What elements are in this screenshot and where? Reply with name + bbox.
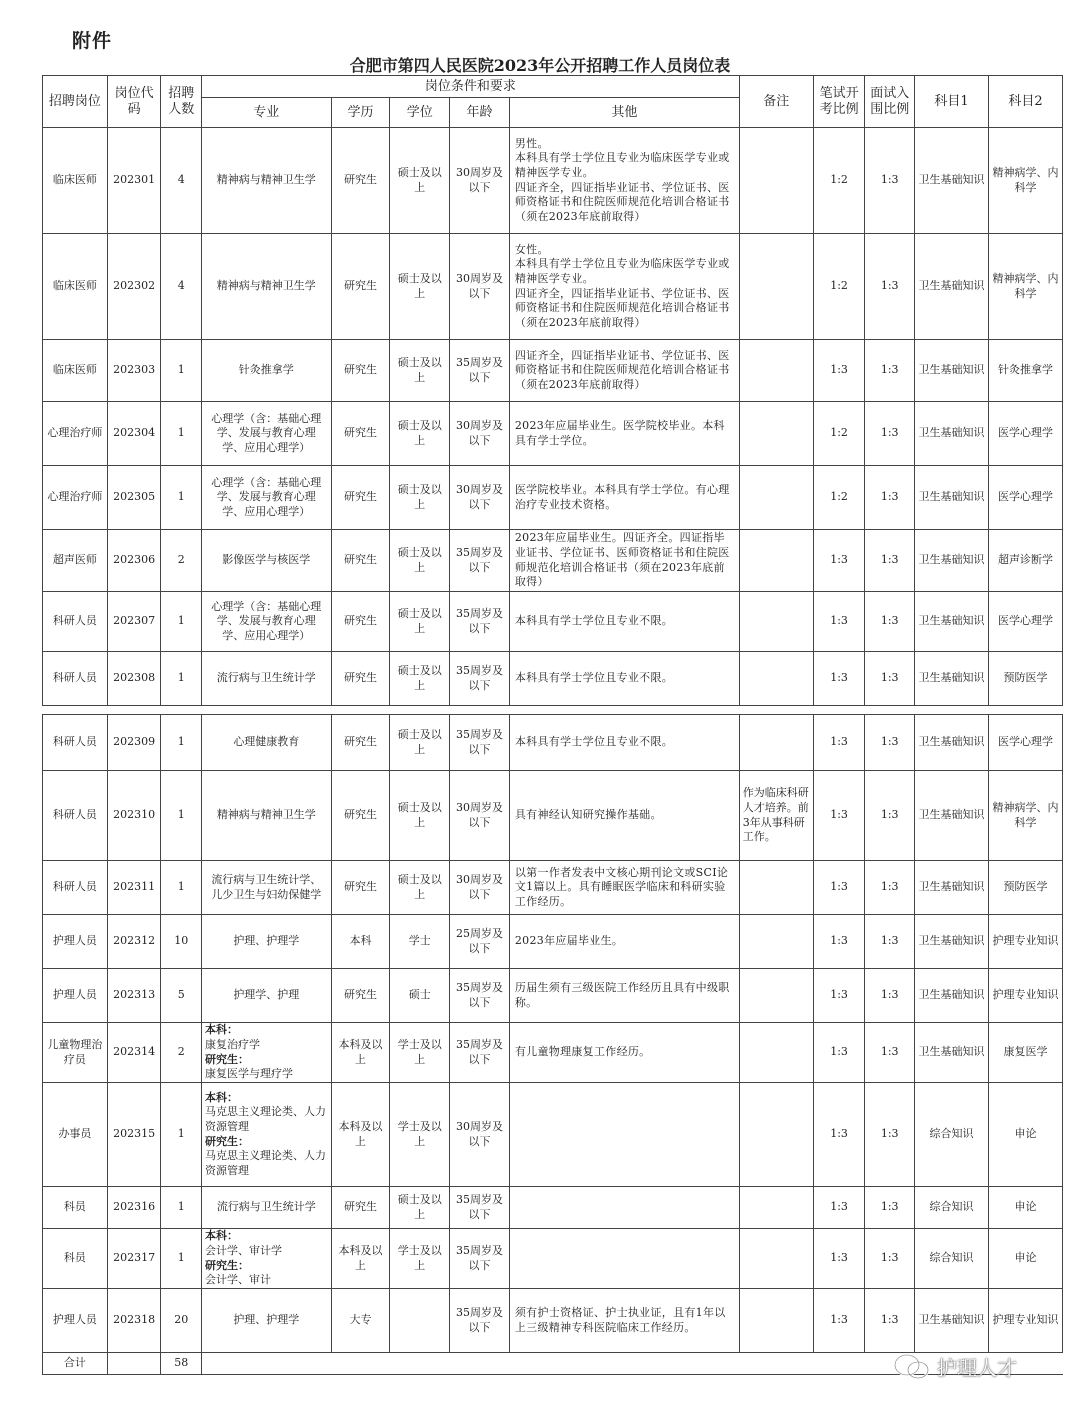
written-ratio-cell: 1:3 [813, 530, 865, 592]
remark-cell [739, 234, 813, 340]
education-cell: 大专 [331, 1289, 390, 1353]
degree-cell: 学士及以上 [390, 1023, 450, 1083]
written-ratio-cell: 1:3 [813, 861, 865, 915]
code-cell: 202307 [107, 592, 161, 652]
interview-ratio-cell: 1:3 [865, 1229, 915, 1289]
code-cell: 202306 [107, 530, 161, 592]
remark-cell [739, 969, 813, 1023]
major-cell: 精神病与精神卫生学 [202, 771, 332, 861]
age-cell: 35周岁及以下 [450, 530, 510, 592]
written-ratio-cell: 1:2 [813, 466, 865, 530]
education-cell: 研究生 [331, 340, 390, 402]
count-cell: 20 [161, 1289, 202, 1353]
major-cell: 流行病与卫生统计学、儿少卫生与妇幼保健学 [202, 861, 332, 915]
subject2-cell: 精神病学、内科学 [988, 128, 1062, 234]
other-cell: 男性。 本科具有学士学位且专业为临床医学专业或精神医学专业。 四证齐全，四证指毕业证书、学位证书、医师资格证书和住院医师规范化培训合格证书（须在2023年底前取得） [509, 128, 739, 234]
count-cell: 1 [161, 340, 202, 402]
education-cell: 研究生 [331, 466, 390, 530]
other-cell: 须有护士资格证、护士执业证，且有1年以上三级精神专科医院临床工作经历。 [509, 1289, 739, 1353]
remark-cell [739, 530, 813, 592]
major-cell: 精神病与精神卫生学 [201, 234, 331, 340]
degree-cell: 硕士及以上 [390, 652, 450, 706]
subject2-cell: 医学心理学 [988, 466, 1062, 530]
major-section-text: 会计学、审计学 [205, 1243, 282, 1257]
education-cell: 研究生 [331, 402, 390, 466]
major-section-text: 康复医学与理疗学 [205, 1067, 293, 1081]
interview-ratio-cell: 1:3 [865, 592, 915, 652]
major-cell: 心理学（含：基础心理学、发展与教育心理学、应用心理学） [201, 592, 331, 652]
count-cell: 5 [161, 969, 202, 1023]
table-row [43, 1229, 1063, 1289]
major-section-text: 马克思主义理论类、人力资源管理 [205, 1149, 326, 1177]
other-cell: 本科具有学士学位且专业不限。 [509, 652, 739, 706]
education-cell: 研究生 [331, 969, 390, 1023]
interview-ratio-cell: 1:3 [865, 652, 915, 706]
age-cell: 25周岁及以下 [450, 915, 510, 969]
count-cell: 1 [161, 402, 202, 466]
post-cell: 临床医师 [43, 340, 108, 402]
age-cell: 35周岁及以下 [450, 652, 510, 706]
header-post: 招聘岗位 [43, 76, 108, 128]
post-cell: 科研人员 [43, 592, 108, 652]
count-cell: 1 [161, 592, 202, 652]
code-cell: 202317 [107, 1229, 161, 1289]
education-cell: 研究生 [331, 128, 390, 234]
subject1-cell: 卫生基础知识 [915, 234, 989, 340]
interview-ratio-cell: 1:3 [865, 771, 915, 861]
education-cell: 本科及以上 [331, 1229, 390, 1289]
code-cell: 202302 [107, 234, 161, 340]
count-cell: 1 [161, 715, 202, 771]
age-cell: 30周岁及以下 [450, 402, 510, 466]
age-cell: 30周岁及以下 [450, 234, 510, 340]
post-cell: 科研人员 [43, 652, 108, 706]
degree-cell: 学士及以上 [390, 1083, 450, 1187]
interview-ratio-cell: 1:3 [865, 861, 915, 915]
major-section-label: 本科： [205, 1023, 238, 1037]
header-interview-ratio: 面试入围比例 [865, 76, 915, 128]
major-section-text: 马克思主义理论类、人力资源管理 [205, 1105, 326, 1133]
subject2-cell: 申论 [988, 1229, 1062, 1289]
count-cell: 4 [161, 234, 202, 340]
remark-cell [739, 128, 813, 234]
major-cell [202, 1023, 332, 1083]
subject2-cell: 超声诊断学 [988, 530, 1062, 592]
age-cell: 35周岁及以下 [450, 340, 510, 402]
code-cell: 202308 [107, 652, 161, 706]
education-cell: 本科 [331, 915, 390, 969]
code-cell: 202312 [107, 915, 161, 969]
table-row [43, 530, 1063, 592]
total-label: 合计 [43, 1353, 108, 1375]
education-cell: 研究生 [331, 234, 390, 340]
header-remark: 备注 [739, 76, 813, 128]
degree-cell: 硕士及以上 [390, 340, 450, 402]
positions-table-part2 [42, 714, 1063, 1375]
post-cell: 临床医师 [43, 128, 108, 234]
interview-ratio-cell: 1:3 [865, 128, 915, 234]
degree-cell: 硕士 [390, 969, 450, 1023]
interview-ratio-cell: 1:3 [865, 1083, 915, 1187]
watermark-text: 护理人才 [937, 1356, 1017, 1380]
education-cell: 研究生 [331, 861, 390, 915]
other-cell: 以第一作者发表中文核心期刊论文或SCI论文1篇以上。具有睡眠医学临床和科研实验工作经历。 [509, 861, 739, 915]
remark-cell [739, 1229, 813, 1289]
remark-cell [739, 915, 813, 969]
header-count: 招聘人数 [161, 76, 202, 128]
table-row [43, 1023, 1063, 1083]
age-cell: 35周岁及以下 [450, 592, 510, 652]
degree-cell: 硕士及以上 [390, 771, 450, 861]
subject2-cell: 申论 [988, 1083, 1062, 1187]
watermark [893, 1352, 1017, 1381]
degree-cell: 硕士及以上 [390, 530, 450, 592]
wechat-icon [893, 1353, 931, 1381]
interview-ratio-cell: 1:3 [865, 466, 915, 530]
degree-cell: 硕士及以上 [390, 234, 450, 340]
count-cell: 1 [161, 771, 202, 861]
degree-cell: 硕士及以上 [390, 466, 450, 530]
written-ratio-cell: 1:3 [813, 1023, 865, 1083]
post-cell: 心理治疗师 [43, 466, 108, 530]
major-section-label: 研究生： [205, 1134, 249, 1148]
interview-ratio-cell: 1:3 [865, 969, 915, 1023]
age-cell: 30周岁及以下 [450, 1083, 510, 1187]
age-cell: 35周岁及以下 [450, 715, 510, 771]
table-row [43, 861, 1063, 915]
total-empty-cell [107, 1353, 161, 1375]
subject2-cell: 精神病学、内科学 [988, 771, 1062, 861]
post-cell: 超声医师 [43, 530, 108, 592]
table-row [43, 234, 1063, 340]
subject1-cell: 卫生基础知识 [915, 402, 989, 466]
interview-ratio-cell: 1:3 [865, 340, 915, 402]
interview-ratio-cell: 1:3 [865, 915, 915, 969]
written-ratio-cell: 1:3 [813, 1187, 865, 1229]
positions-table-part1 [42, 75, 1063, 706]
age-cell: 35周岁及以下 [450, 969, 510, 1023]
interview-ratio-cell: 1:3 [865, 715, 915, 771]
written-ratio-cell: 1:3 [813, 1289, 865, 1353]
table-row [43, 969, 1063, 1023]
subject2-cell: 预防医学 [988, 652, 1062, 706]
table-row [43, 1289, 1063, 1353]
interview-ratio-cell: 1:3 [865, 1023, 915, 1083]
education-cell: 研究生 [331, 652, 390, 706]
age-cell: 30周岁及以下 [450, 861, 510, 915]
degree-cell: 学士及以上 [390, 1229, 450, 1289]
written-ratio-cell: 1:3 [813, 969, 865, 1023]
count-cell: 2 [161, 1023, 202, 1083]
other-cell: 本科具有学士学位且专业不限。 [509, 715, 739, 771]
code-cell: 202315 [107, 1083, 161, 1187]
remark-cell [739, 340, 813, 402]
written-ratio-cell: 1:3 [813, 1229, 865, 1289]
subject1-cell: 卫生基础知识 [915, 861, 989, 915]
table-row [43, 466, 1063, 530]
subject1-cell: 卫生基础知识 [915, 652, 989, 706]
header-education: 学历 [331, 98, 390, 128]
count-cell: 1 [161, 861, 202, 915]
code-cell: 202313 [107, 969, 161, 1023]
header-written-ratio: 笔试开考比例 [813, 76, 865, 128]
age-cell: 30周岁及以下 [450, 466, 510, 530]
post-cell: 护理人员 [43, 915, 108, 969]
major-cell: 护理学、护理 [202, 969, 332, 1023]
age-cell: 35周岁及以下 [450, 1289, 510, 1353]
written-ratio-cell: 1:3 [813, 592, 865, 652]
degree-cell: 硕士及以上 [390, 715, 450, 771]
total-count: 58 [161, 1353, 202, 1375]
major-section-text: 会计学、审计 [205, 1273, 271, 1287]
degree-cell: 硕士及以上 [390, 1187, 450, 1229]
count-cell: 1 [161, 1229, 202, 1289]
written-ratio-cell: 1:3 [813, 340, 865, 402]
table-row [43, 128, 1063, 234]
remark-cell [739, 592, 813, 652]
post-cell: 科研人员 [43, 861, 108, 915]
subject1-cell: 卫生基础知识 [915, 530, 989, 592]
subject1-cell: 综合知识 [915, 1187, 989, 1229]
degree-cell: 硕士及以上 [390, 402, 450, 466]
other-cell [509, 1229, 739, 1289]
subject1-cell: 卫生基础知识 [915, 771, 989, 861]
code-cell: 202314 [107, 1023, 161, 1083]
other-cell: 2023年应届毕业生。 [509, 915, 739, 969]
subject1-cell: 卫生基础知识 [915, 1023, 989, 1083]
subject1-cell: 卫生基础知识 [915, 915, 989, 969]
major-section-label: 本科： [205, 1229, 238, 1243]
other-cell: 本科具有学士学位且专业不限。 [509, 592, 739, 652]
other-cell: 具有神经认知研究操作基础。 [509, 771, 739, 861]
education-cell: 研究生 [331, 715, 390, 771]
education-cell: 研究生 [331, 771, 390, 861]
remark-cell [739, 652, 813, 706]
degree-cell: 硕士及以上 [390, 128, 450, 234]
header-degree: 学位 [390, 98, 450, 128]
subject1-cell: 综合知识 [915, 1083, 989, 1187]
subject2-cell: 针灸推拿学 [988, 340, 1062, 402]
major-cell: 护理、护理学 [202, 1289, 332, 1353]
subject2-cell: 护理专业知识 [988, 915, 1062, 969]
written-ratio-cell: 1:3 [813, 715, 865, 771]
written-ratio-cell: 1:3 [813, 915, 865, 969]
education-cell: 研究生 [331, 530, 390, 592]
post-cell: 科员 [43, 1187, 108, 1229]
interview-ratio-cell: 1:3 [865, 402, 915, 466]
subject2-cell: 精神病学、内科学 [988, 234, 1062, 340]
subject2-cell: 申论 [988, 1187, 1062, 1229]
subject1-cell: 卫生基础知识 [915, 1289, 989, 1353]
count-cell: 1 [161, 1187, 202, 1229]
remark-cell [739, 861, 813, 915]
education-cell: 本科及以上 [331, 1023, 390, 1083]
post-cell: 儿童物理治疗员 [43, 1023, 108, 1083]
subject2-cell: 医学心理学 [988, 715, 1062, 771]
attachment-label: 附件 [72, 30, 113, 52]
other-cell: 女性。 本科具有学士学位且专业为临床医学专业或精神医学专业。 四证齐全，四证指毕业证书、学位证书、医师资格证书和住院医师规范化培训合格证书（须在2023年底前取得） [509, 234, 739, 340]
other-cell: 2023年应届毕业生。四证齐全。四证指毕业证书、学位证书、医师资格证书和住院医师规范化培训合格证书（须在2023年底前取得） [509, 530, 739, 592]
subject1-cell: 卫生基础知识 [915, 592, 989, 652]
interview-ratio-cell: 1:3 [865, 530, 915, 592]
other-cell: 2023年应届毕业生。医学院校毕业。本科具有学士学位。 [509, 402, 739, 466]
major-cell: 精神病与精神卫生学 [201, 128, 331, 234]
code-cell: 202318 [107, 1289, 161, 1353]
major-cell [202, 1229, 332, 1289]
post-cell: 临床医师 [43, 234, 108, 340]
remark-cell [739, 1187, 813, 1229]
degree-cell: 硕士及以上 [390, 861, 450, 915]
remark-cell [739, 1083, 813, 1187]
table-row [43, 402, 1063, 466]
header-code: 岗位代码 [107, 76, 161, 128]
table-row [43, 1083, 1063, 1187]
other-cell: 历届生须有三级医院工作经历且具有中级职称。 [509, 969, 739, 1023]
count-cell: 1 [161, 1083, 202, 1187]
subject1-cell: 综合知识 [915, 1229, 989, 1289]
interview-ratio-cell: 1:3 [865, 1289, 915, 1353]
subject1-cell: 卫生基础知识 [915, 715, 989, 771]
header-major: 专业 [201, 98, 331, 128]
written-ratio-cell: 1:3 [813, 652, 865, 706]
other-cell [509, 1083, 739, 1187]
major-cell: 流行病与卫生统计学 [201, 652, 331, 706]
post-cell: 科研人员 [43, 771, 108, 861]
major-cell: 流行病与卫生统计学 [202, 1187, 332, 1229]
code-cell: 202310 [107, 771, 161, 861]
major-section-label: 本科： [205, 1090, 238, 1104]
major-section-label: 研究生： [205, 1052, 249, 1066]
code-cell: 202301 [107, 128, 161, 234]
major-cell: 心理学（含：基础心理学、发展与教育心理学、应用心理学） [201, 402, 331, 466]
remark-cell [739, 402, 813, 466]
other-cell [509, 1187, 739, 1229]
table-row [43, 1187, 1063, 1229]
degree-cell: 硕士及以上 [390, 592, 450, 652]
other-cell: 有儿童物理康复工作经历。 [509, 1023, 739, 1083]
count-cell: 1 [161, 466, 202, 530]
other-cell: 四证齐全，四证指毕业证书、学位证书、医师资格证书和住院医师规范化培训合格证书（须在2023年底前取得） [509, 340, 739, 402]
post-cell: 科员 [43, 1229, 108, 1289]
code-cell: 202305 [107, 466, 161, 530]
remark-cell [739, 466, 813, 530]
age-cell: 35周岁及以下 [450, 1229, 510, 1289]
major-section-label: 研究生： [205, 1258, 249, 1272]
major-cell: 影像医学与核医学 [201, 530, 331, 592]
subject2-cell: 护理专业知识 [988, 969, 1062, 1023]
header-requirements: 岗位条件和要求 [201, 76, 739, 98]
interview-ratio-cell: 1:3 [865, 234, 915, 340]
count-cell: 10 [161, 915, 202, 969]
subject1-cell: 卫生基础知识 [915, 340, 989, 402]
remark-cell [739, 1289, 813, 1353]
education-cell: 研究生 [331, 1187, 390, 1229]
count-cell: 4 [161, 128, 202, 234]
written-ratio-cell: 1:3 [813, 1083, 865, 1187]
subject1-cell: 卫生基础知识 [915, 969, 989, 1023]
subject2-cell: 康复医学 [988, 1023, 1062, 1083]
interview-ratio-cell: 1:3 [865, 1187, 915, 1229]
subject1-cell: 卫生基础知识 [915, 466, 989, 530]
post-cell: 心理治疗师 [43, 402, 108, 466]
table-row [43, 715, 1063, 771]
header-subject2: 科目2 [988, 76, 1062, 128]
subject2-cell: 护理专业知识 [988, 1289, 1062, 1353]
subject1-cell: 卫生基础知识 [915, 128, 989, 234]
written-ratio-cell: 1:3 [813, 771, 865, 861]
major-cell: 心理学（含：基础心理学、发展与教育心理学、应用心理学） [201, 466, 331, 530]
subject2-cell: 医学心理学 [988, 592, 1062, 652]
count-cell: 2 [161, 530, 202, 592]
post-cell: 办事员 [43, 1083, 108, 1187]
post-cell: 科研人员 [43, 715, 108, 771]
code-cell: 202316 [107, 1187, 161, 1229]
other-cell: 医学院校毕业。本科具有学士学位。有心理治疗专业技术资格。 [509, 466, 739, 530]
age-cell: 35周岁及以下 [450, 1023, 510, 1083]
header-subject1: 科目1 [915, 76, 989, 128]
age-cell: 30周岁及以下 [450, 128, 510, 234]
written-ratio-cell: 1:2 [813, 128, 865, 234]
code-cell: 202303 [107, 340, 161, 402]
table-row [43, 592, 1063, 652]
code-cell: 202311 [107, 861, 161, 915]
code-cell: 202304 [107, 402, 161, 466]
major-cell: 护理、护理学 [202, 915, 332, 969]
remark-cell [739, 1023, 813, 1083]
major-cell: 针灸推拿学 [201, 340, 331, 402]
header-age: 年龄 [450, 98, 510, 128]
education-cell: 本科及以上 [331, 1083, 390, 1187]
age-cell: 30周岁及以下 [450, 771, 510, 861]
subject2-cell: 医学心理学 [988, 402, 1062, 466]
table-row [43, 771, 1063, 861]
page-title: 合肥市第四人民医院2023年公开招聘工作人员岗位表 [349, 56, 731, 75]
major-cell: 心理健康教育 [202, 715, 332, 771]
subject2-cell: 预防医学 [988, 861, 1062, 915]
table-row [43, 652, 1063, 706]
degree-cell: 学士 [390, 915, 450, 969]
post-cell: 护理人员 [43, 1289, 108, 1353]
major-cell [202, 1083, 332, 1187]
major-section-text: 康复治疗学 [205, 1037, 260, 1051]
age-cell: 35周岁及以下 [450, 1187, 510, 1229]
remark-cell [739, 715, 813, 771]
written-ratio-cell: 1:2 [813, 402, 865, 466]
post-cell: 护理人员 [43, 969, 108, 1023]
education-cell: 研究生 [331, 592, 390, 652]
remark-cell: 作为临床科研人才培养。前3年从事科研工作。 [739, 771, 813, 861]
written-ratio-cell: 1:2 [813, 234, 865, 340]
code-cell: 202309 [107, 715, 161, 771]
table-row [43, 340, 1063, 402]
count-cell: 1 [161, 652, 202, 706]
header-other: 其他 [509, 98, 739, 128]
degree-cell [390, 1289, 450, 1353]
table-row [43, 915, 1063, 969]
